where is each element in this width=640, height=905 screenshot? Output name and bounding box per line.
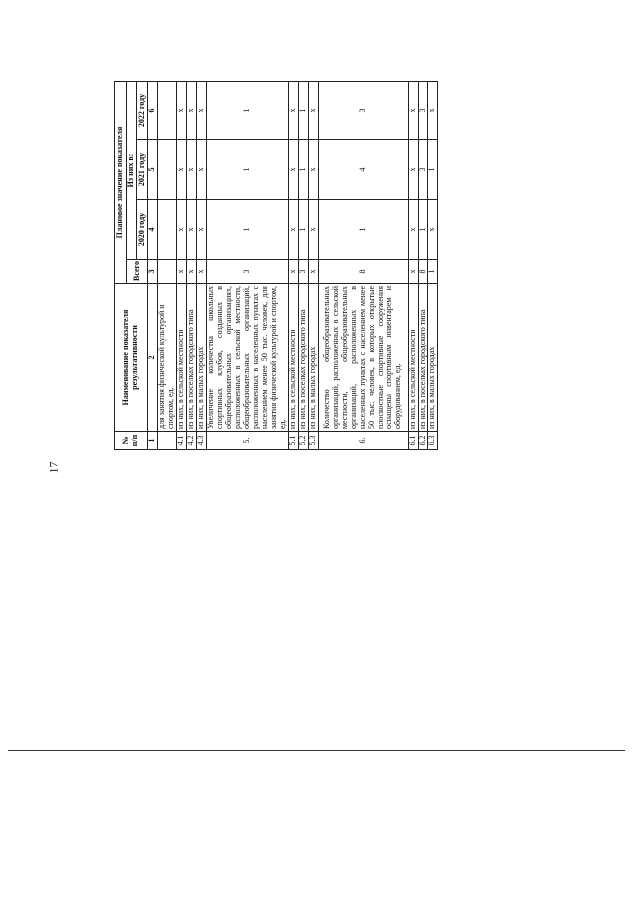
table-row bbox=[196, 82, 206, 450]
header-2020: 2020 году bbox=[137, 200, 148, 260]
row-2020: x bbox=[186, 200, 196, 260]
col-number: 5 bbox=[148, 140, 158, 200]
header-of-them: Из них в: bbox=[127, 82, 137, 260]
row-2020: x bbox=[288, 200, 298, 260]
col-number: 1 bbox=[148, 432, 158, 450]
row-name: из них, в сельской местности bbox=[176, 284, 186, 432]
row-name: из них, в малых городах bbox=[308, 284, 318, 432]
header-num: № п/п bbox=[115, 432, 148, 450]
row-2021: x bbox=[196, 140, 206, 200]
row-name: из них, в сельской местности bbox=[288, 284, 298, 432]
table-row bbox=[418, 82, 428, 450]
row-num: 6. bbox=[318, 432, 408, 450]
table-row bbox=[298, 82, 308, 450]
bottom-divider bbox=[8, 750, 625, 751]
row-total: x bbox=[186, 260, 196, 284]
table-row bbox=[308, 82, 318, 450]
row-total: x bbox=[408, 260, 418, 284]
row-2022: x bbox=[308, 82, 318, 140]
row-2022: x bbox=[186, 82, 196, 140]
row-total: 1 bbox=[428, 260, 438, 284]
page-number: 17 bbox=[46, 461, 61, 474]
row-2021: x bbox=[408, 140, 418, 200]
row-2020: x bbox=[196, 200, 206, 260]
header-name: Наименование показателя результативности bbox=[115, 284, 148, 432]
row-num: 5.3 bbox=[308, 432, 318, 450]
row-total: 3 bbox=[206, 260, 288, 284]
row-num: 4.3 bbox=[196, 432, 206, 450]
row-num: 4.2 bbox=[186, 432, 196, 450]
row-total: x bbox=[196, 260, 206, 284]
row-name: из них, в поселках городского типа bbox=[186, 284, 196, 432]
row-2020: x bbox=[308, 200, 318, 260]
table-row bbox=[408, 82, 418, 450]
col-number: 3 bbox=[148, 260, 158, 284]
row-num: 5. bbox=[206, 432, 288, 450]
row-2020: 1 bbox=[318, 200, 408, 260]
row-2021: x bbox=[186, 140, 196, 200]
row-2021: x bbox=[308, 140, 318, 200]
row-name: Увеличение количества школьных спортивных клубов, созданных в общеобразовательных организациях, расположенных в сельской местности, общеобразовательных организаций, расположенных в населенных пунктах с населением менее 50 тыс. человек, для занятия физической культурой и спортом, ед. bbox=[206, 284, 288, 432]
col-number: 4 bbox=[148, 200, 158, 260]
indicator-table-container bbox=[114, 82, 437, 450]
row-2020: 1 bbox=[418, 200, 428, 260]
row-total: 8 bbox=[318, 260, 408, 284]
row-total: 3 bbox=[298, 260, 308, 284]
row-num: 5.2 bbox=[298, 432, 308, 450]
row-2022: 1 bbox=[206, 82, 288, 140]
row-2022: x bbox=[408, 82, 418, 140]
row-num: 5.1 bbox=[288, 432, 298, 450]
header-planned: Плановое значение показателя bbox=[115, 82, 127, 284]
row-total: x bbox=[308, 260, 318, 284]
continuation-row bbox=[157, 82, 176, 450]
row-total: x bbox=[176, 260, 186, 284]
header-total: Всего bbox=[127, 260, 148, 284]
header-2021: 2021 году bbox=[137, 140, 148, 200]
row-2020: x bbox=[176, 200, 186, 260]
row-2021: 1 bbox=[206, 140, 288, 200]
row-2021: 4 bbox=[318, 140, 408, 200]
table-row bbox=[428, 82, 438, 450]
table-row bbox=[318, 82, 408, 450]
row-2022: 3 bbox=[318, 82, 408, 140]
row-2022: x bbox=[288, 82, 298, 140]
table-row bbox=[186, 82, 196, 450]
row-total: 8 bbox=[418, 260, 428, 284]
row-name: из них, в поселках городского типа bbox=[418, 284, 428, 432]
table-row bbox=[206, 82, 288, 450]
row-name: Количество общеобразовательных организаций, расположенных в сельской местности, общеобразовательных организаций, расположенных в населенных пунктах с населением менее 50 тыс. человек, в которых открытые плоскостные спортивные сооружения оснащены спортивным инвентарем и оборудованием, ед. bbox=[318, 284, 408, 432]
row-2022: 3 bbox=[418, 82, 428, 140]
row-2020: x bbox=[408, 200, 418, 260]
row-num: 6.3 bbox=[428, 432, 438, 450]
row-2022: x bbox=[176, 82, 186, 140]
row-name: из них, в сельской местности bbox=[408, 284, 418, 432]
continuation-text: для занятия физической культурой и спортом, ед. bbox=[157, 284, 176, 432]
row-num: 4.1 bbox=[176, 432, 186, 450]
row-2021: x bbox=[176, 140, 186, 200]
header-row-1 bbox=[115, 82, 127, 450]
row-total: x bbox=[288, 260, 298, 284]
row-2021: x bbox=[288, 140, 298, 200]
row-2020: 1 bbox=[298, 200, 308, 260]
table-row bbox=[176, 82, 186, 450]
row-2021: 1 bbox=[298, 140, 308, 200]
row-2022: 1 bbox=[298, 82, 308, 140]
row-2021: 1 bbox=[428, 140, 438, 200]
row-2022: x bbox=[196, 82, 206, 140]
row-2020: 1 bbox=[206, 200, 288, 260]
row-2021: 3 bbox=[418, 140, 428, 200]
row-num: 6.2 bbox=[418, 432, 428, 450]
row-name: из них, в малых городах bbox=[196, 284, 206, 432]
col-number: 2 bbox=[148, 284, 158, 432]
indicator-table bbox=[114, 81, 438, 450]
row-name: из них, в малых городах bbox=[428, 284, 438, 432]
row-2020: x bbox=[428, 200, 438, 260]
header-2022: 2022 году bbox=[137, 82, 148, 140]
row-2022: x bbox=[428, 82, 438, 140]
table-row bbox=[288, 82, 298, 450]
row-num: 6.1 bbox=[408, 432, 418, 450]
row-name: из них, в поселках городского типа bbox=[298, 284, 308, 432]
column-number-row bbox=[148, 82, 158, 450]
col-number: 6 bbox=[148, 82, 158, 140]
